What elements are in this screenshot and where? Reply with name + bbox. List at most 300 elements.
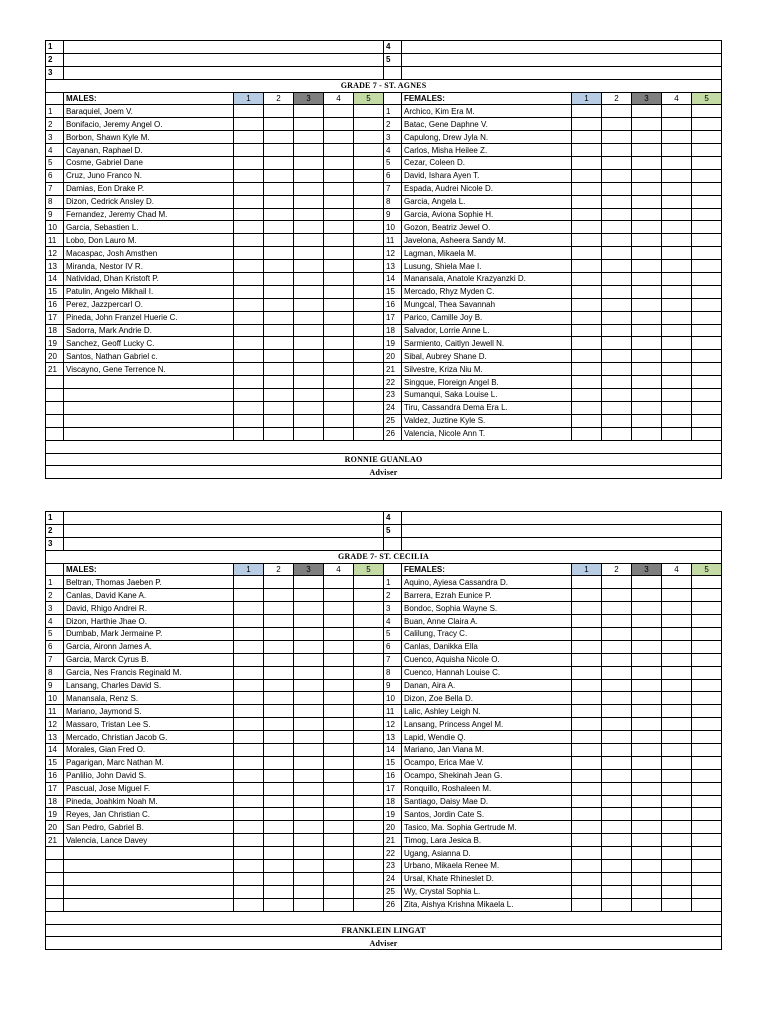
score-cell	[662, 195, 692, 208]
score-cell	[632, 324, 662, 337]
score-cell	[324, 414, 354, 427]
score-cell	[602, 376, 632, 389]
score-cell	[264, 847, 294, 860]
score-cell	[354, 273, 384, 286]
male-student-name	[64, 414, 234, 427]
student-row	[46, 195, 722, 208]
score-cell	[324, 782, 354, 795]
score-cell	[632, 821, 662, 834]
male-index: 4	[46, 615, 64, 628]
score-cell	[692, 795, 722, 808]
student-row	[46, 653, 722, 666]
student-row	[46, 898, 722, 911]
score-cell	[692, 157, 722, 170]
score-cell	[572, 756, 602, 769]
male-student-name: Santos, Nathan Gabriel c.	[64, 350, 234, 363]
score-cell	[662, 589, 692, 602]
male-student-name: Cosme, Gabriel Dane	[64, 157, 234, 170]
student-row	[46, 182, 722, 195]
score-cell	[662, 847, 692, 860]
score-cell	[692, 834, 722, 847]
student-row	[46, 718, 722, 731]
score-cell	[632, 376, 662, 389]
score-cell	[264, 285, 294, 298]
score-cell	[234, 414, 264, 427]
score-cell	[234, 679, 264, 692]
score-cell	[572, 576, 602, 589]
female-student-name: Lapid, Wendie Q.	[402, 731, 572, 744]
score-cell	[662, 376, 692, 389]
score-cell	[234, 885, 264, 898]
score-cell	[264, 324, 294, 337]
section-title: GRADE 7- ST. CECILIA	[46, 550, 722, 563]
class-roster-table-st-agnes	[45, 40, 722, 479]
score-cell	[324, 847, 354, 860]
score-cell	[294, 182, 324, 195]
female-index: 5	[384, 157, 402, 170]
score-cell	[324, 885, 354, 898]
score-cell	[354, 898, 384, 911]
female-index: 18	[384, 795, 402, 808]
female-student-name: Capulong, Drew Jyla N.	[402, 131, 572, 144]
score-cell	[572, 247, 602, 260]
female-index: 14	[384, 744, 402, 757]
female-student-name: Ronquillo, Roshaleen M.	[402, 782, 572, 795]
score-cell	[602, 324, 632, 337]
score-cell	[324, 872, 354, 885]
male-student-name: Pineda, John Franzel Huerie C.	[64, 311, 234, 324]
score-cell	[572, 260, 602, 273]
male-student-name: Lobo, Don Lauro M.	[64, 234, 234, 247]
score-cell	[662, 666, 692, 679]
score-cell	[294, 756, 324, 769]
score-cell	[572, 118, 602, 131]
female-student-name: Bondoc, Sophia Wayne S.	[402, 602, 572, 615]
score-cell	[264, 221, 294, 234]
score-cell	[354, 247, 384, 260]
score-cell	[264, 427, 294, 440]
score-cell	[602, 602, 632, 615]
row-number-cell: 3	[46, 537, 64, 550]
female-index: 11	[384, 234, 402, 247]
student-row	[46, 414, 722, 427]
female-student-name: Dizon, Zoe Bella D.	[402, 692, 572, 705]
score-cell	[324, 208, 354, 221]
student-row	[46, 157, 722, 170]
male-index: 7	[46, 653, 64, 666]
score-cell	[602, 144, 632, 157]
student-row	[46, 615, 722, 628]
row-number-cell: 4	[384, 41, 402, 54]
score-cell	[264, 311, 294, 324]
score-cell	[602, 234, 632, 247]
blank-cell	[46, 440, 722, 453]
spacer-row	[46, 911, 722, 924]
score-cell	[572, 744, 602, 757]
male-index: 5	[46, 157, 64, 170]
female-student-name: Valdez, Juztine Kyle S.	[402, 414, 572, 427]
score-column-header: 5	[354, 92, 384, 105]
score-cell	[632, 247, 662, 260]
score-cell	[294, 795, 324, 808]
female-student-name: Santos, Jordin Cate S.	[402, 808, 572, 821]
score-cell	[324, 628, 354, 641]
score-cell	[602, 898, 632, 911]
adviser-label-row	[46, 466, 722, 479]
male-student-name: Garcia, Nes Francis Reginald M.	[64, 666, 234, 679]
score-cell	[572, 401, 602, 414]
male-student-name	[64, 389, 234, 402]
male-index	[46, 898, 64, 911]
score-cell	[632, 169, 662, 182]
score-cell	[264, 615, 294, 628]
female-student-name: Batac, Gene Daphne V.	[402, 118, 572, 131]
female-student-name: Cuenco, Hannah Louise C.	[402, 666, 572, 679]
score-cell	[662, 182, 692, 195]
student-row	[46, 363, 722, 376]
score-cell	[324, 234, 354, 247]
score-cell	[264, 821, 294, 834]
male-student-name	[64, 847, 234, 860]
score-cell	[632, 195, 662, 208]
score-cell	[692, 756, 722, 769]
male-index: 2	[46, 118, 64, 131]
student-row	[46, 576, 722, 589]
male-student-name: Mercado, Christian Jacob G.	[64, 731, 234, 744]
blank-cell	[402, 66, 722, 79]
score-cell	[324, 311, 354, 324]
score-cell	[692, 640, 722, 653]
score-cell	[632, 885, 662, 898]
score-cell	[264, 705, 294, 718]
score-cell	[324, 653, 354, 666]
male-student-name: Pagarigan, Marc Nathan M.	[64, 756, 234, 769]
female-index: 23	[384, 389, 402, 402]
student-row	[46, 782, 722, 795]
score-cell	[234, 208, 264, 221]
score-cell	[692, 169, 722, 182]
score-cell	[662, 744, 692, 757]
score-cell	[572, 731, 602, 744]
score-cell	[662, 679, 692, 692]
section-title: GRADE 7 - ST. AGNES	[46, 79, 722, 92]
score-cell	[264, 653, 294, 666]
male-index: 4	[46, 144, 64, 157]
male-index: 6	[46, 169, 64, 182]
male-index: 16	[46, 769, 64, 782]
female-index: 13	[384, 260, 402, 273]
male-student-name: Dizon, Harthie Jhae O.	[64, 615, 234, 628]
student-row	[46, 640, 722, 653]
score-cell	[572, 898, 602, 911]
blank-cell	[384, 92, 402, 105]
score-cell	[264, 401, 294, 414]
score-cell	[354, 628, 384, 641]
male-student-name: Morales, Gian Fred O.	[64, 744, 234, 757]
female-index: 14	[384, 273, 402, 286]
score-cell	[354, 795, 384, 808]
female-student-name: Espada, Audrei Nicole D.	[402, 182, 572, 195]
score-cell	[294, 821, 324, 834]
student-row	[46, 169, 722, 182]
males-header: MALES:	[64, 92, 234, 105]
male-index	[46, 427, 64, 440]
male-student-name: Dumbab, Mark Jermaine P.	[64, 628, 234, 641]
score-column-header: 2	[602, 563, 632, 576]
male-index: 1	[46, 105, 64, 118]
student-row	[46, 247, 722, 260]
score-cell	[632, 860, 662, 873]
header-input-row	[46, 524, 722, 537]
score-cell	[234, 589, 264, 602]
score-cell	[354, 401, 384, 414]
female-student-name: Urbano, Mikaela Renee M.	[402, 860, 572, 873]
male-student-name: Cayanan, Raphael D.	[64, 144, 234, 157]
student-row	[46, 692, 722, 705]
female-student-name: David, Ishara Ayen T.	[402, 169, 572, 182]
score-cell	[692, 144, 722, 157]
score-cell	[602, 885, 632, 898]
score-cell	[264, 756, 294, 769]
score-cell	[324, 808, 354, 821]
score-cell	[602, 576, 632, 589]
score-cell	[264, 808, 294, 821]
female-student-name: Valencia, Nicole Ann T.	[402, 427, 572, 440]
female-index: 4	[384, 615, 402, 628]
score-cell	[662, 389, 692, 402]
score-cell	[294, 427, 324, 440]
student-row	[46, 744, 722, 757]
blank-cell	[64, 512, 384, 525]
score-cell	[354, 744, 384, 757]
score-cell	[234, 628, 264, 641]
score-cell	[294, 234, 324, 247]
score-cell	[354, 885, 384, 898]
score-cell	[692, 847, 722, 860]
female-index: 21	[384, 834, 402, 847]
score-cell	[632, 640, 662, 653]
male-index: 7	[46, 182, 64, 195]
student-row	[46, 885, 722, 898]
score-cell	[294, 350, 324, 363]
score-cell	[662, 118, 692, 131]
score-cell	[324, 363, 354, 376]
score-cell	[324, 221, 354, 234]
student-row	[46, 808, 722, 821]
score-cell	[602, 157, 632, 170]
score-cell	[662, 885, 692, 898]
blank-cell	[402, 537, 722, 550]
male-student-name	[64, 872, 234, 885]
male-index: 8	[46, 195, 64, 208]
score-cell	[602, 337, 632, 350]
male-student-name: Sadorra, Mark Andrie D.	[64, 324, 234, 337]
score-cell	[632, 401, 662, 414]
score-cell	[324, 769, 354, 782]
male-student-name: Natividad, Dhan Kristoft P.	[64, 273, 234, 286]
score-cell	[632, 298, 662, 311]
score-column-header: 4	[324, 563, 354, 576]
male-student-name: Fernandez, Jeremy Chad M.	[64, 208, 234, 221]
female-index: 25	[384, 885, 402, 898]
score-cell	[264, 144, 294, 157]
score-cell	[572, 615, 602, 628]
score-cell	[354, 234, 384, 247]
score-cell	[294, 324, 324, 337]
score-cell	[572, 105, 602, 118]
female-index: 7	[384, 653, 402, 666]
score-cell	[632, 834, 662, 847]
score-cell	[234, 285, 264, 298]
score-cell	[602, 872, 632, 885]
score-cell	[264, 885, 294, 898]
score-cell	[234, 169, 264, 182]
score-cell	[354, 808, 384, 821]
male-index: 21	[46, 363, 64, 376]
score-cell	[324, 756, 354, 769]
score-cell	[692, 860, 722, 873]
female-index: 22	[384, 376, 402, 389]
male-student-name: Canlas, David Kane A.	[64, 589, 234, 602]
score-cell	[662, 628, 692, 641]
score-cell	[294, 131, 324, 144]
score-cell	[632, 105, 662, 118]
blank-cell	[64, 524, 384, 537]
male-index: 5	[46, 628, 64, 641]
score-cell	[264, 414, 294, 427]
score-cell	[692, 285, 722, 298]
score-cell	[234, 705, 264, 718]
adviser-name-row	[46, 453, 722, 466]
score-cell	[234, 427, 264, 440]
score-cell	[662, 234, 692, 247]
score-cell	[572, 602, 602, 615]
row-number-cell: 4	[384, 512, 402, 525]
score-cell	[234, 195, 264, 208]
score-cell	[572, 195, 602, 208]
score-cell	[294, 640, 324, 653]
score-cell	[692, 589, 722, 602]
score-cell	[354, 731, 384, 744]
score-cell	[692, 414, 722, 427]
score-cell	[572, 628, 602, 641]
score-cell	[572, 795, 602, 808]
score-column-header: 5	[354, 563, 384, 576]
score-cell	[692, 782, 722, 795]
score-cell	[632, 589, 662, 602]
header-input-row	[46, 41, 722, 54]
female-index: 12	[384, 247, 402, 260]
score-column-header: 1	[572, 92, 602, 105]
score-cell	[572, 182, 602, 195]
score-cell	[354, 834, 384, 847]
male-index: 14	[46, 744, 64, 757]
score-cell	[324, 898, 354, 911]
male-index: 13	[46, 731, 64, 744]
score-cell	[692, 182, 722, 195]
score-cell	[234, 731, 264, 744]
score-cell	[354, 872, 384, 885]
score-cell	[264, 157, 294, 170]
score-cell	[632, 389, 662, 402]
student-row	[46, 769, 722, 782]
score-cell	[294, 337, 324, 350]
row-number-cell	[384, 537, 402, 550]
score-cell	[632, 731, 662, 744]
score-cell	[692, 337, 722, 350]
score-cell	[294, 118, 324, 131]
score-cell	[234, 144, 264, 157]
female-index: 1	[384, 576, 402, 589]
male-index: 16	[46, 298, 64, 311]
blank-cell	[402, 512, 722, 525]
blank-cell	[402, 53, 722, 66]
score-cell	[662, 144, 692, 157]
score-cell	[234, 640, 264, 653]
score-cell	[354, 756, 384, 769]
female-student-name: Gozon, Beatriz Jewel O.	[402, 221, 572, 234]
score-cell	[572, 234, 602, 247]
male-index: 8	[46, 666, 64, 679]
score-cell	[662, 221, 692, 234]
male-student-name	[64, 885, 234, 898]
score-cell	[692, 208, 722, 221]
score-cell	[632, 718, 662, 731]
male-index: 13	[46, 260, 64, 273]
blank-cell	[64, 66, 384, 79]
female-index: 18	[384, 324, 402, 337]
score-cell	[324, 376, 354, 389]
score-cell	[354, 679, 384, 692]
student-row	[46, 376, 722, 389]
score-cell	[234, 105, 264, 118]
female-index: 7	[384, 182, 402, 195]
score-cell	[354, 118, 384, 131]
score-cell	[234, 221, 264, 234]
female-index: 6	[384, 640, 402, 653]
male-index: 17	[46, 782, 64, 795]
score-cell	[662, 260, 692, 273]
score-cell	[632, 692, 662, 705]
female-index: 24	[384, 872, 402, 885]
score-cell	[662, 576, 692, 589]
score-cell	[632, 414, 662, 427]
score-cell	[572, 324, 602, 337]
score-cell	[264, 182, 294, 195]
score-cell	[234, 298, 264, 311]
score-cell	[692, 872, 722, 885]
score-cell	[354, 131, 384, 144]
score-cell	[662, 860, 692, 873]
score-cell	[572, 589, 602, 602]
score-cell	[572, 337, 602, 350]
score-cell	[324, 615, 354, 628]
female-student-name: Ursal, Khate Rhineslet D.	[402, 872, 572, 885]
male-index	[46, 847, 64, 860]
header-input-row	[46, 53, 722, 66]
score-cell	[324, 144, 354, 157]
score-cell	[324, 169, 354, 182]
score-cell	[324, 118, 354, 131]
score-cell	[662, 337, 692, 350]
student-row	[46, 589, 722, 602]
row-number-cell: 3	[46, 66, 64, 79]
score-cell	[264, 602, 294, 615]
score-cell	[632, 872, 662, 885]
score-cell	[234, 350, 264, 363]
score-cell	[632, 808, 662, 821]
score-cell	[632, 285, 662, 298]
